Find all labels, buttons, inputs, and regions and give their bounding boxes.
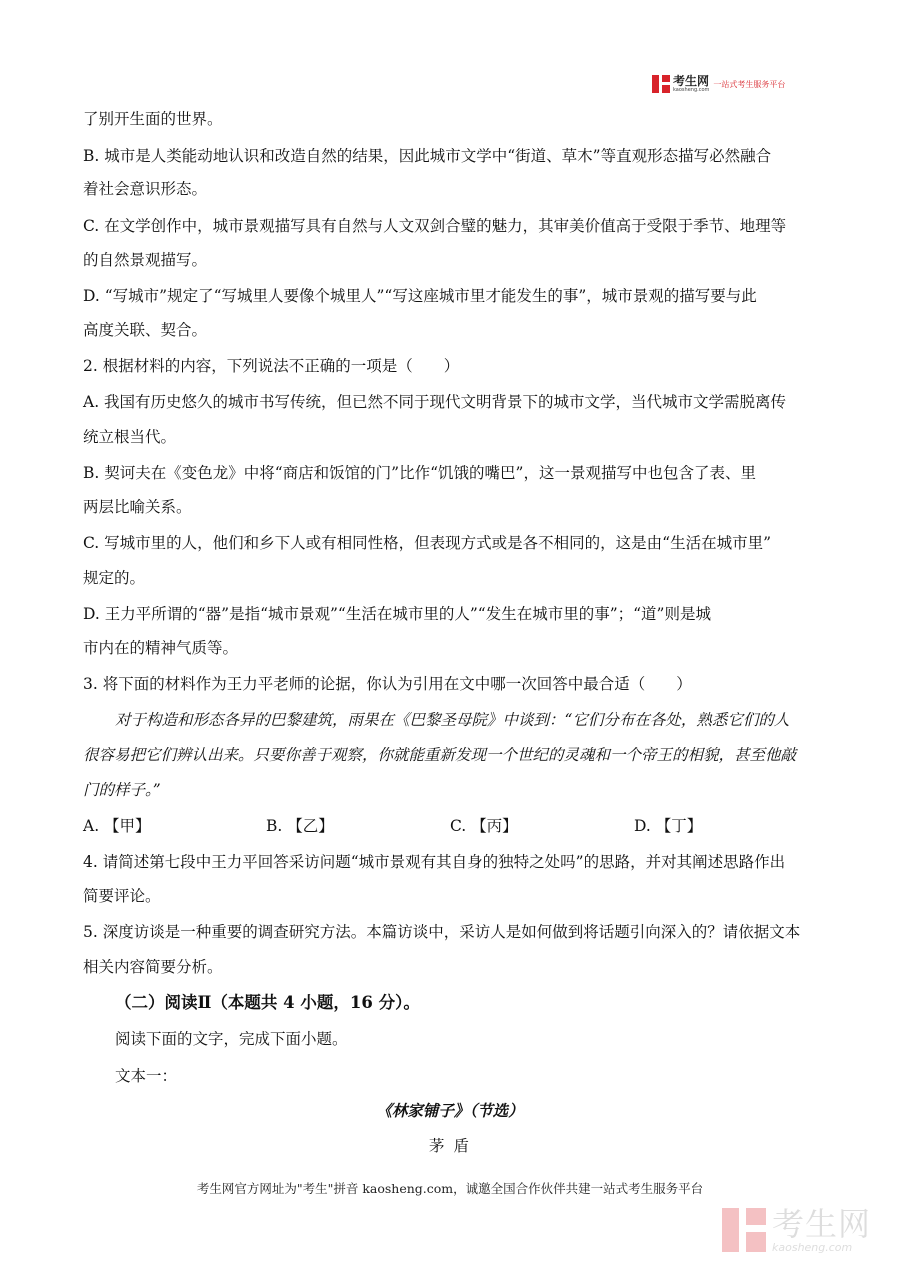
watermark-logo-icon — [722, 1208, 766, 1252]
section-title: （二）阅读Ⅱ（本题共 4 小题，16 分）。 — [115, 993, 420, 1012]
text-line: 统立根当代。 — [83, 428, 177, 446]
text-line: 高度关联、契合。 — [83, 321, 208, 339]
answer-option-c: C. 【丙】 — [450, 817, 518, 835]
answer-option-d: D. 【丁】 — [634, 817, 703, 835]
text-label: 文本一： — [115, 1067, 178, 1085]
option-line: D. 王力平所谓的“器”是指“城市景观”“生活在城市里的人”“发生在城市里的事”；“道”则是城 — [83, 605, 711, 623]
logo-mark-icon — [652, 75, 670, 93]
work-author: 茅 盾 — [429, 1137, 471, 1155]
text-line: 规定的。 — [83, 569, 146, 587]
question-2: 2. 根据材料的内容，下列说法不正确的一项是（ ） — [83, 357, 460, 375]
question-4: 4. 请简述第七段中王力平回答采访问题“城市景观有其自身的独特之处吗”的思路，并对其阐述思路作出 — [83, 853, 786, 871]
watermark — [722, 1205, 882, 1255]
watermark-domain: kaosheng.com — [772, 1240, 853, 1254]
watermark-name: 考生网 — [772, 1204, 872, 1243]
option-line: A. 我国有历史悠久的城市书写传统，但已然不同于现代文明背景下的城市文学，当代城市文学需脱离传 — [83, 393, 787, 411]
question-5: 5. 深度访谈是一种重要的调查研究方法。本篇访谈中，采访人是如何做到将话题引向深入的？请依据文本 — [83, 923, 801, 941]
option-line: B. 城市是人类能动地认识和改造自然的结果，因此城市文学中“街道、草木”等直观形态描写必然融合 — [83, 147, 772, 165]
option-line: B. 契诃夫在《变色龙》中将“商店和饭馆的门”比作“饥饿的嘴巴”，这一景观描写中也包含了表、里 — [83, 464, 756, 482]
logo-tagline: 一站式考生服务平台 — [713, 79, 786, 89]
text-line: 简要评论。 — [83, 887, 161, 905]
page-footer: 考生网官方网址为"考生"拼音 kaosheng.com，诚邀全国合作伙伴共建一站式考生服务平台 — [196, 1181, 704, 1196]
option-line: C. 写城市里的人，他们和乡下人或有相同性格，但表现方式或是各不相同的，这是由“生活在城市里” — [83, 534, 772, 552]
work-title: 《林家铺子》（节选） — [376, 1101, 524, 1120]
text-line: 两层比喻关系。 — [83, 498, 192, 516]
quote-line: 很容易把它们辨认出来。只要你善于观察，你就能重新发现一个世纪的灵魂和一个帝王的相貌，甚至他敲 — [83, 746, 797, 764]
option-line: C. 在文学创作中，城市景观描写具有自然与人文双剑合璧的魅力，其审美价值高于受限于季节、地理等 — [83, 217, 787, 235]
answer-option-b: B. 【乙】 — [266, 817, 334, 835]
header-logo — [652, 72, 822, 96]
quote-line: 门的样子。” — [83, 781, 161, 799]
answer-option-a: A. 【甲】 — [83, 817, 151, 835]
logo-domain: kaosheng.com — [673, 87, 710, 93]
text-line: 相关内容简要分析。 — [83, 958, 223, 976]
logo-name: 考生网 — [673, 74, 710, 88]
text-line: 了别开生面的世界。 — [83, 110, 223, 128]
option-line: D. “写城市”规定了“写城里人要像个城里人”“写这座城市里才能发生的事”，城市景观的描写要与此 — [83, 287, 757, 305]
text-line: 的自然景观描写。 — [83, 251, 208, 269]
quote-line: 对于构造和形态各异的巴黎建筑，雨果在《巴黎圣母院》中谈到：“它们分布在各处，熟悉它们的人 — [115, 711, 790, 729]
text-line: 着社会意识形态。 — [83, 180, 208, 198]
instruction: 阅读下面的文字，完成下面小题。 — [115, 1030, 348, 1048]
text-line: 市内在的精神气质等。 — [83, 639, 239, 657]
question-3: 3. 将下面的材料作为王力平老师的论据，你认为引用在文中哪一次回答中最合适（ ） — [83, 675, 692, 693]
